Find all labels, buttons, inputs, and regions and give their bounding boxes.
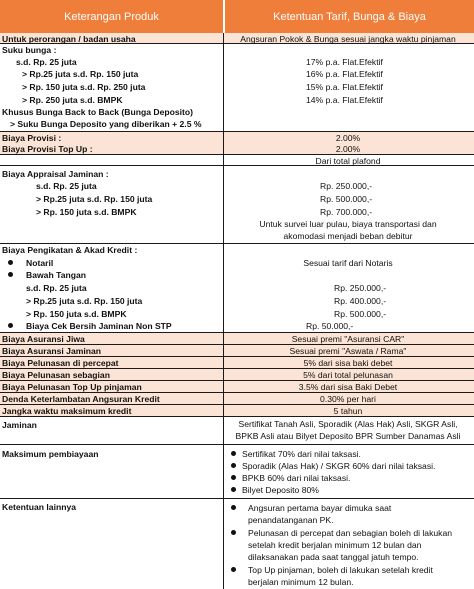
value-cek-bersih: Rp. 50.000,- [306, 321, 354, 331]
bullet-icon [231, 463, 236, 468]
suku-value-1: 17% p.a. Flat.Efektif [306, 57, 383, 67]
header-ketentuan: Ketentuan Tarif, Bunga & Biaya [225, 0, 474, 33]
lainnya-b2-line-2: setelah kredit berjalan minimum 12 bulan dan [248, 540, 422, 550]
appraisal-value-2: Rp. 500.000,- [320, 194, 373, 204]
label-provisi: Biaya Provisi : [2, 133, 62, 143]
label-perorangan: Untuk perorangan / badan usaha [2, 34, 136, 44]
appraisal-title: Biaya Appraisal Jaminan : [2, 169, 109, 179]
bullet-icon [8, 272, 13, 277]
suku-label-1: s.d. Rp. 25 juta [16, 57, 77, 67]
suku-label-3: > Rp. 150 juta s.d. Rp. 250 juta [22, 82, 146, 92]
label-pelunasan-sebagian: Biaya Pelunasan sebagian [2, 370, 110, 380]
bullet-icon [231, 451, 236, 456]
pengikatan-label-2: > Rp.25 juta s.d. Rp. 150 juta [26, 296, 143, 306]
lainnya-b2-line-3: dilaksanakan pada saat tanggal jatuh tempo. [248, 552, 419, 562]
bullet-icon [231, 475, 236, 480]
appraisal-label-1: s.d. Rp. 25 juta [36, 181, 97, 191]
column-divider [223, 33, 224, 589]
pengikatan-label-3: > Rp. 150 juta s.d. BMPK [26, 309, 127, 319]
pengikatan-label-1: s.d. Rp. 25 juta [26, 283, 87, 293]
label-ketentuan-lainnya: Ketentuan lainnya [2, 502, 77, 512]
bullet-icon [8, 323, 13, 328]
bullet-icon [231, 567, 236, 572]
maksimum-item-3: BPKB 60% dari nilai taksasi. [242, 473, 351, 483]
value-jangka-waktu: 5 tahun [333, 406, 363, 416]
suku-bunga-title: Suku bunga : [2, 45, 57, 55]
label-maksimum: Maksimum pembiayaan [2, 449, 99, 459]
value-asuransi-jaminan: Sesuai premi "Aswata / Rama" [289, 346, 407, 356]
suku-value-2: 16% p.a. Flat.Efektif [306, 69, 383, 79]
pengikatan-value-1: Rp. 250.000,- [334, 283, 387, 293]
header-keterangan: Keterangan Produk [0, 0, 223, 33]
note-dari-plafond: Dari total plafond [315, 156, 381, 166]
value-provisi: 2.00% [335, 133, 361, 143]
bullet-icon [8, 260, 13, 265]
label-cek-bersih: Biaya Cek Bersih Jaminan Non STP [26, 321, 172, 331]
appraisal-value-1: Rp. 250.000,- [320, 181, 373, 191]
label-jaminan: Jaminan [2, 420, 37, 430]
lainnya-b1-line-2: penandatanganan PK. [248, 515, 334, 525]
appraisal-label-3: > Rp. 150 juta s.d. BMPK [36, 207, 137, 217]
label-bawah-tangan: Bawah Tangan [26, 270, 87, 280]
label-asuransi-jaminan: Biaya Asuransi Jaminan [2, 346, 102, 356]
bullet-icon [231, 487, 236, 492]
lainnya-b3-line-1: Top Up pinjaman, boleh di lakukan setelah kredit [248, 565, 433, 575]
appraisal-value-3: Rp. 700.000,- [320, 207, 373, 217]
suku-value-3: 15% p.a. Flat.Efektif [306, 82, 383, 92]
row-dari-plafond [0, 155, 474, 166]
pengikatan-value-3: Rp. 500.000,- [334, 309, 387, 319]
suku-label-2: > Rp.25 juta s.d. Rp. 150 juta [22, 69, 139, 79]
label-asuransi-jiwa: Biaya Asuransi Jiwa [2, 334, 85, 344]
khusus-bunga-title: Khusus Bunga Back to Back (Bunga Deposito) [2, 107, 193, 117]
pengikatan-value-2: Rp. 400.000,- [334, 296, 387, 306]
label-provisi-topup: Biaya Provisi Top Up : [2, 144, 93, 154]
bullet-icon [231, 530, 236, 535]
value-asuransi-jiwa: Sesuai premi "Asuransi CAR" [291, 334, 405, 344]
value-pelunasan-percepat: 5% dari sisa baki debet [303, 358, 393, 368]
lainnya-b1-line-1: Angsuran pertama bayar dimuka saat [248, 503, 392, 513]
maksimum-item-1: Sertifikat 70% dari nilai taksasi. [242, 449, 361, 459]
value-notaril: Sesuai tarif dari Notaris [303, 258, 393, 268]
lainnya-b3-line-2: berjalan minimum 12 bulan. [248, 577, 354, 587]
suku-label-4: > Rp. 250 juta s.d. BMPK [22, 95, 123, 105]
jaminan-line-2: BPKB Asli atau Bilyet Deposito BPR Sumber Danamas Asli [235, 431, 461, 441]
maksimum-item-2: Sporadik (Alas Hak) / SKGR 60% dari nilai taksasi. [242, 461, 436, 471]
suku-value-4: 14% p.a. Flat.Efektif [306, 95, 383, 105]
label-pelunasan-topup: Biaya Pelunasan Top Up pinjaman [2, 382, 142, 392]
bullet-icon [231, 505, 236, 510]
value-denda: 0.30% per hari [320, 394, 376, 404]
jaminan-line-1: Sertifikat Tanah Asli, Sporadik (Alas Hak) Asli, SKGR Asli, [238, 419, 458, 429]
appraisal-note-1: Untuk survei luar pulau, biaya transportasi dan [259, 219, 437, 229]
label-pelunasan-percepat: Biaya Pelunasan di percepat [2, 358, 119, 368]
label-denda: Denda Keterlambatan Angsuran Kredit [2, 394, 160, 404]
lainnya-b2-line-1: Pelunasan di percepat dan sebagian boleh di lakukan [248, 528, 453, 538]
khusus-bunga-detail: > Suku Bunga Deposito yang diberikan + 2.5 % [10, 119, 202, 129]
value-provisi-topup: 2.00% [335, 144, 361, 154]
label-notaril: Notaril [26, 258, 54, 268]
value-pelunasan-sebagian: 5% dari total pelunasan [303, 370, 393, 380]
label-jangka-waktu: Jangka waktu maksimum kredit [2, 406, 132, 416]
appraisal-label-2: > Rp.25 juta s.d. Rp. 150 juta [36, 194, 153, 204]
maksimum-item-4: Bilyet Deposito 80% [242, 485, 319, 495]
pengikatan-title: Biaya Pengikatan & Akad Kredit : [2, 245, 138, 255]
value-angsuran: Angsuran Pokok & Bunga sesuai jangka waktu pinjaman [240, 34, 456, 44]
value-pelunasan-topup: 3.5% dari sisa Baki Debet [298, 382, 398, 392]
appraisal-note-2: akomodasi menjadi beban debitur [283, 231, 413, 241]
